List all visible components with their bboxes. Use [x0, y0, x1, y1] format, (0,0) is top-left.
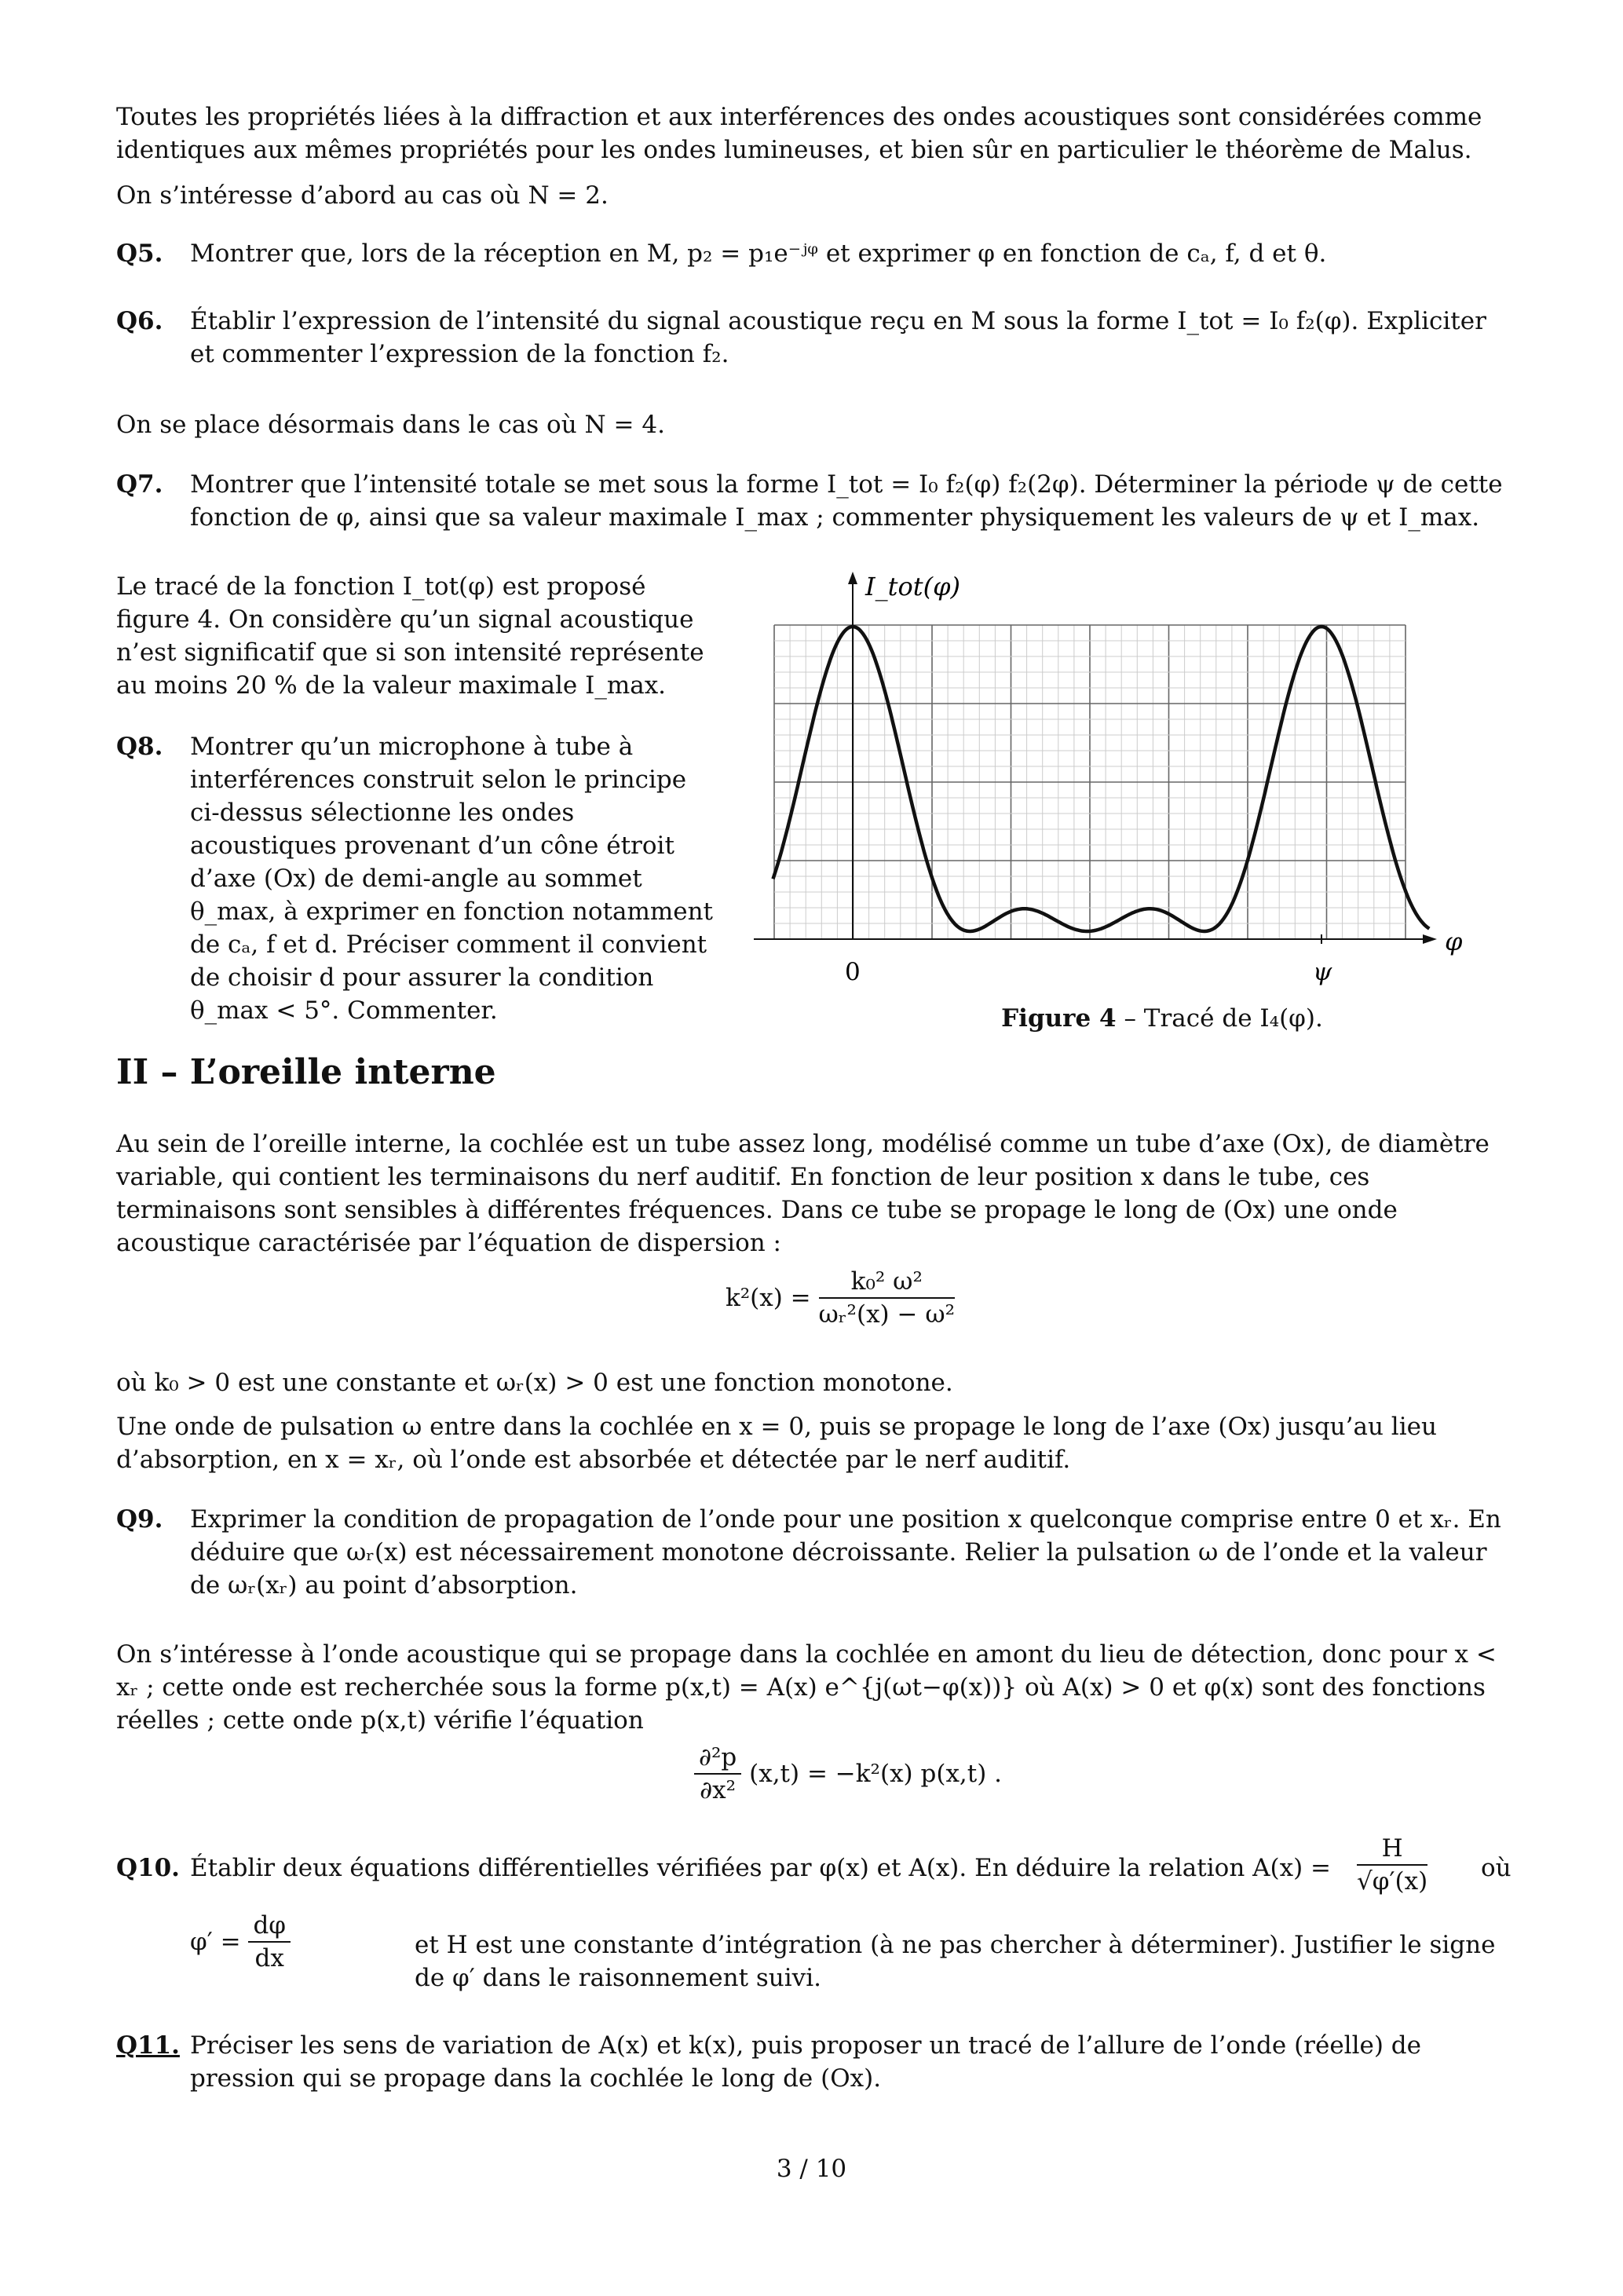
equation-fraction [694, 1742, 741, 1806]
y-axis-label: I_tot(φ) [865, 572, 960, 601]
page-number: 3 / 10 [776, 2155, 847, 2183]
question-text: Exprimer la condition de propagation de l’onde pour une position x quelconque comprise entre 0 et xᵣ. En déduire que ωᵣ(x) est nécessairement monotone décroissante. Relier la pulsation ω de l’onde et la valeur de ωᵣ(xᵣ) au point d’absorption. [190, 1505, 1501, 1600]
x-axis-label: φ [1445, 927, 1463, 956]
amplitude-fraction [1357, 1833, 1427, 1897]
equation-fraction [819, 1266, 956, 1330]
question-text: Montrer que l’intensité totale se met sous la forme I_tot = I₀ f₂(φ) f₂(2φ). Déterminer la période ψ de cette fonction de φ, ainsi que sa valeur maximale I_max ; commenter physiquement les valeurs de ψ et I_max. [190, 470, 1503, 532]
x-tick-0: 0 [845, 958, 861, 986]
question-text: Établir l’expression de l’intensité du signal acoustique reçu en M sous la forme I_tot = I₀ f₂(φ). Expliciter et commenter l’expression de la fonction f₂. [190, 307, 1486, 368]
derivative-fraction [248, 1910, 291, 1974]
equation-numerator: k₀² ω² [819, 1266, 956, 1299]
question-number: Q6. [116, 307, 163, 335]
y-axis-arrow [848, 572, 857, 584]
equation-denominator: ωᵣ²(x) − ω² [818, 1300, 956, 1329]
question-number: Q7. [116, 470, 163, 499]
question-10 [116, 1834, 1514, 1994]
question-text: Préciser les sens de variation de A(x) et k(x), puis proposer un tracé de l’allure de l’onde (réelle) de pression qui se propage dans la cochlée le long de (Ox). [190, 2031, 1421, 2093]
fraction-denominator: √φ′(x) [1357, 1867, 1428, 1896]
intro-case-n2: On s’intéresse d’abord au cas où N = 2. [116, 181, 609, 210]
derivative-denominator: dx [254, 1944, 284, 1972]
figure-caption-text: – Tracé de I₄(φ). [1124, 1004, 1323, 1033]
question-number: Q8. [116, 733, 163, 761]
question-number: Q10. [116, 1854, 180, 1882]
equation-denominator: ∂x² [700, 1776, 737, 1804]
cochlea-paragraph: Au sein de l’oreille interne, la cochlée est un tube assez long, modélisé comme un tube d’axe (Ox), de diamètre variable, qui contient les terminaisons du nerf auditif. En fonction de leur position x dans le tube, ces terminaisons sont sensibles à différentes fréquences. Dans ce tube se propage le long de (Ox) une onde acoustique caractérisée par l’équation de dispersion : [116, 1130, 1490, 1257]
fraction-numerator: H [1357, 1833, 1427, 1866]
case-n4: On se place désormais dans le cas où N = 4. [116, 411, 665, 439]
section-title: II – L’oreille interne [116, 1052, 496, 1092]
chart-grid [774, 625, 1406, 939]
question-text: Montrer que, lors de la réception en M, p₂ = p₁e⁻ʲᵠ et exprimer φ en fonction de cₐ, f, d et θ. [190, 239, 1327, 268]
figure-4-chart [754, 565, 1468, 1005]
wave-paragraph: On s’intéresse à l’onde acoustique qui se propage dans la cochlée en amont du lieu de détection, donc pour x < xᵣ ; cette onde est recherchée sous la forme p(x,t) = A(x) e^{j(ωt−φ(x))} où A(x) > 0 et φ(x) sont des fonctions réelles ; cette onde p(x,t) vérifie l’équation [116, 1640, 1497, 1735]
question-text-line1: Établir deux équations différentielles vérifiées par φ(x) et A(x). En déduire la relation A(x) = [190, 1854, 1332, 1882]
question-text-line2-rest: et H est une constante d’intégration (à ne pas chercher à déterminer). Justifier le signe de φ′ dans le raisonnement suivi. [415, 1931, 1496, 1992]
question-number: Q9. [116, 1505, 163, 1534]
question-text-end: où [1481, 1854, 1512, 1882]
derivative-numerator: dφ [248, 1910, 291, 1943]
equation-rest: (x,t) = −k²(x) p(x,t) . [749, 1760, 1003, 1788]
x-tick-psi: ψ [1313, 958, 1332, 986]
figure-caption [927, 1002, 1398, 1035]
question-number: Q5. [116, 239, 163, 268]
equation-numerator: ∂²p [694, 1742, 741, 1775]
absorption-paragraph: Une onde de pulsation ω entre dans la cochlée en x = 0, puis se propage le long de l’axe (Ox) jusqu’au lieu d’absorption, en x = xᵣ, où l’onde est absorbée et détectée par le nerf auditif. [116, 1413, 1437, 1474]
question-text: Montrer qu’un microphone à tube à interférences construit selon le principe ci-dessus sélectionne les ondes acoustiques provenant d’un cône étroit d’axe (Ox) de demi-angle au sommet θ_max, à exprimer en fonction notamment de cₐ, f et d. Préciser comment il convient de choisir d pour assurer la condition θ_max < 5°. Commenter. [190, 733, 714, 1025]
figure-label: Figure 4 [1001, 1004, 1117, 1033]
wave-equation [612, 1742, 1084, 1806]
question-number: Q11. [116, 2031, 180, 2060]
x-axis-arrow [1423, 934, 1437, 944]
intro-paragraph: Toutes les propriétés liées à la diffraction et aux interférences des ondes acoustiques sont considérées comme identiques aux mêmes propriétés pour les ondes lumineuses, et bien sûr en particulier le théorème de Malus. [116, 103, 1482, 164]
constants-paragraph: où k₀ > 0 est une constante et ωᵣ(x) > 0 est une fonction monotone. [116, 1369, 953, 1397]
figure-intro-text: Le tracé de la fonction I_tot(φ) est proposé figure 4. On considère qu’un signal acoustique n’est significatif que si son intensité représente au moins 20 % de la valeur maximale I_max. [116, 572, 704, 700]
dispersion-equation [644, 1266, 1036, 1330]
derivative-lhs: φ′ = [190, 1928, 241, 1956]
equation-lhs: k²(x) = [725, 1284, 811, 1312]
